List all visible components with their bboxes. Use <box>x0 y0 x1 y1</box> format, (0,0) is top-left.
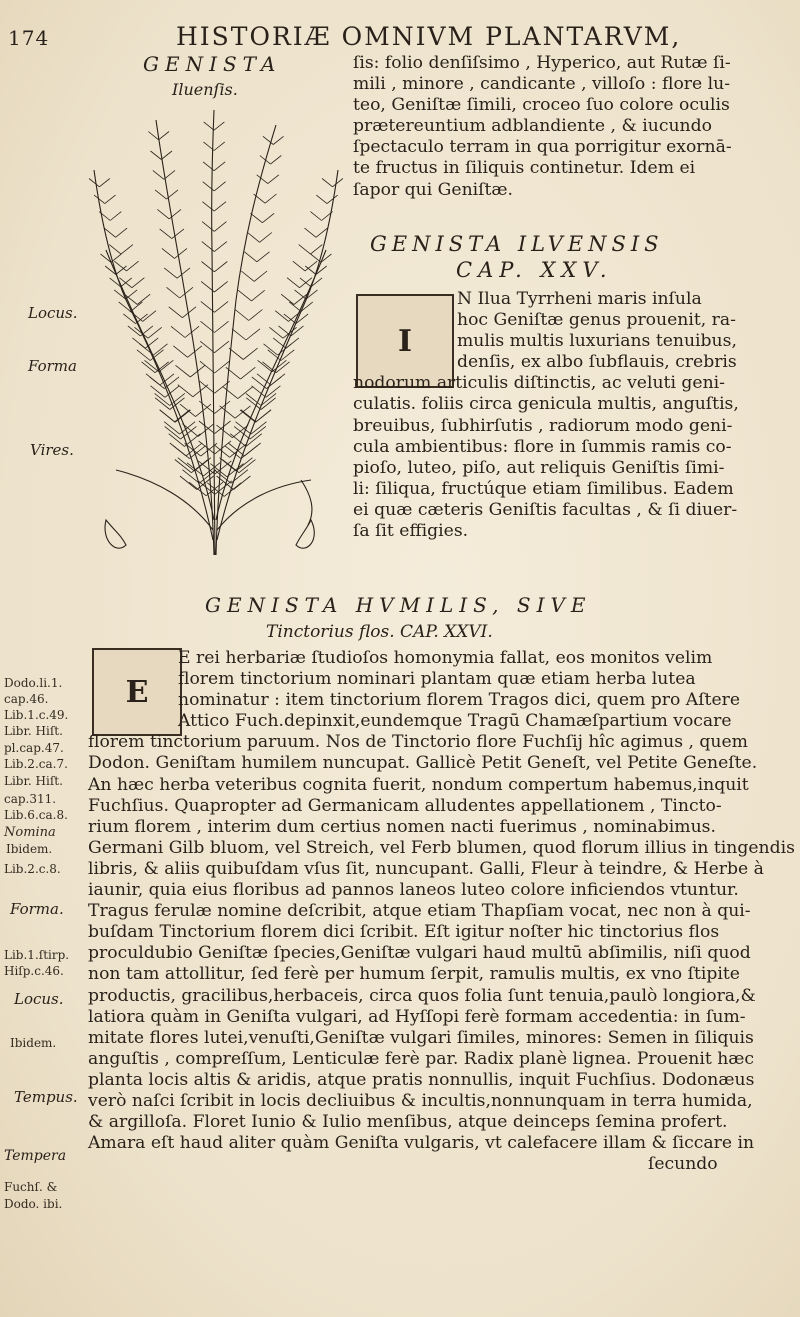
margin-note: Dodo. ibi. <box>4 1197 63 1211</box>
margin-note: cap.311. <box>4 792 57 806</box>
text-line: productis, gracilibus,herbaceis, circa quos folia ſunt tenuia,paulò longiora,& <box>88 985 756 1006</box>
margin-note: Nomina <box>4 825 56 840</box>
catchword: ſecundo <box>648 1154 718 1175</box>
chapter-26-body <box>88 648 795 1175</box>
text-line: nominatur : item tinctorium florem Tragos dici, quem pro Aſtere <box>178 690 741 711</box>
text-line: denſis, ex albo ſubflauis, crebris <box>457 352 737 373</box>
decorated-initial: E <box>92 648 182 736</box>
plant-illustration <box>86 100 346 560</box>
chapter-26-title: GENISTA HVMILIS, SIVE <box>205 593 592 617</box>
running-head: HISTORIÆ OMNIVM PLANTARVM, <box>176 22 682 51</box>
chapter-25-cap: CAP. XXV. <box>456 258 613 282</box>
text-line: Fuchſius. Quapropter ad Germanicam alludentes appellationem , Tincto- <box>88 795 722 816</box>
text-line: pioſo, luteo, piſo, aut reliquis Geniſtis ſimi- <box>353 457 725 478</box>
text-line: & argilloſa. Floret Iunio & Iulio menſibus, atque deinceps ſemina profert. <box>88 1112 728 1133</box>
text-line: buſdam Tinctorium florem dici ſcribit. Eſt igitur noſter hic tinctorius flos <box>88 922 720 943</box>
text-line: Attico Fuch.depinxit,eundemque Tragū Chamæſpartium vocare <box>178 711 732 732</box>
text-line: mulis multis luxurians tenuibus, <box>457 331 737 352</box>
text-line: Tragus ferulæ nomine deſcribit, atque etiam Thapſiam vocat, nec non à qui- <box>88 901 751 922</box>
margin-label: Tempera <box>4 1148 67 1164</box>
margin-note: Lib.1.ſtirp. <box>4 948 70 962</box>
margin-note: Hiſp.c.46. <box>4 964 64 978</box>
text-line: cula ambientibus: flore in ſummis ramis co- <box>353 436 732 457</box>
margin-label: Tempus. <box>14 1088 78 1106</box>
margin-note: cap.46. <box>4 692 49 706</box>
text-line: planta locis altis & aridis, atque pratis nonnullis, inquit Fuchſius. Dodonæus <box>88 1069 755 1090</box>
margin-label: Vires. <box>30 441 74 459</box>
text-line: An hæc herba veteribus cognita fuerit, nondum compertum habemus,inquit <box>88 774 749 795</box>
text-line: florem tinctorium nominari plantam quæ etiam herba lutea <box>178 669 696 690</box>
text-line: li: ſiliqua, fructúque etiam ſimilibus. Eadem <box>353 478 734 499</box>
intro-paragraph <box>353 53 732 201</box>
chapter-25-title: GENISTA ILVENSIS <box>370 232 664 256</box>
text-line: ſpectaculo terram in qua porrigitur exornā- <box>353 137 732 158</box>
text-line: culatis. foliis circa genicula multis, anguſtis, <box>353 394 739 415</box>
margin-note: Lib.2.ca.7. <box>4 757 68 771</box>
figure-caption-title: GENISTA <box>143 52 282 76</box>
text-line: prætereuntium adblandiente , & iucundo <box>353 116 712 137</box>
text-line: non tam attollitur, ſed ferè per humum ſerpit, ramulis multis, ex vno ſtipite <box>88 964 740 985</box>
page-number: 174 <box>8 26 50 50</box>
text-line: rium florem , interim dum certius nomen nacti fuerimus , nominabimus. <box>88 816 716 837</box>
text-line: iaunir, quia eius floribus ad pannos laneos luteo colore inficiendos vtuntur. <box>88 880 739 901</box>
text-line: N Ilua Tyrrheni maris inſula <box>457 289 702 309</box>
margin-note: Ibidem. <box>6 842 53 856</box>
text-line: florem tinctorium paruum. Nos de Tinctorio flore Fuchſij hîc agimus , quem <box>88 732 748 753</box>
margin-note: Ibidem. <box>10 1036 57 1050</box>
text-line: te fructus in ſiliquis continetur. Idem ei <box>353 158 696 179</box>
text-line: libris, & aliis quibuſdam vſus ſit, nuncupant. Galli, Fleur à teindre, & Herbe à <box>88 858 764 879</box>
margin-note: pl.cap.47. <box>4 741 64 755</box>
text-line: Dodon. Geniſtam humilem nuncupat. Gallicè Petit Geneſt, vel Petite Geneſte. <box>88 753 758 774</box>
margin-note: Lib.6.ca.8. <box>4 808 68 822</box>
margin-note: Libr. Hiſt. <box>4 724 63 738</box>
text-line: ſis: folio denſiſsimo , Hyperico, aut Rutæ ſi- <box>353 53 731 73</box>
chapter-26-subtitle: Tinctorius flos. CAP. XXVI. <box>266 622 493 642</box>
text-line: anguſtis , compreſſum, Lenticulæ ferè par. Radix planè lignea. Prouenit hæc <box>88 1048 755 1069</box>
figure-caption-sub: Iluenſis. <box>172 80 238 99</box>
text-line: verò naſci ſcribit in locis decliuibus & incultis,nonnunquam in terra humida, <box>88 1090 753 1111</box>
margin-label: Forma. <box>10 900 64 918</box>
text-line: mili , minore , candicante , villoſo : flore lu- <box>353 74 731 95</box>
margin-note: Lib.2.c.8. <box>4 862 61 876</box>
text-line: nodorum articulis diſtinctis, ac veluti geni- <box>353 373 725 394</box>
margin-note: Dodo.li.1. <box>4 676 63 690</box>
text-line: E rei herbariæ ſtudioſos homonymia fallat, eos monitos velim <box>178 648 713 668</box>
text-line: latiora quàm in Geniſta vulgari, ad Hyſſopi ferè formam accedentia: in ſum- <box>88 1006 746 1027</box>
text-line: ei quæ cæteris Geniſtis facultas , & ſi diuer- <box>353 499 738 520</box>
text-line: teo, Geniſtæ ſimili, croceo ſuo colore oculis <box>353 95 730 116</box>
margin-label: Locus. <box>14 990 64 1008</box>
margin-note: Libr. Hiſt. <box>4 774 63 788</box>
text-line: mitate flores lutei,venuſti,Geniſtæ vulgari ſimiles, minores: Semen in ſiliquis <box>88 1027 754 1048</box>
text-line: Germani Gilb bluom, vel Streich, vel Ferb blumen, quod florum illius in tingendis <box>88 837 795 858</box>
margin-label: Forma <box>28 357 77 375</box>
text-line: proculdubio Geniſtæ ſpecies,Geniſtæ vulgari haud multū abſimilis, niſi quod <box>88 943 751 964</box>
decorated-initial: I <box>356 294 454 388</box>
text-line: hoc Geniſtæ genus prouenit, ra- <box>457 310 736 331</box>
text-line: ſa ſit effigies. <box>353 521 469 542</box>
chapter-25-body <box>353 289 739 542</box>
margin-note: Lib.1.c.49. <box>4 708 69 722</box>
text-line: breuibus, ſubhirſutis , radiorum modo geni- <box>353 415 733 436</box>
text-line: ſapor qui Geniſtæ. <box>353 179 514 200</box>
margin-label: Locus. <box>28 304 78 322</box>
margin-note: Fuchſ. & <box>4 1180 58 1194</box>
text-line: Amara eſt haud aliter quàm Geniſta vulgaris, vt calefacere illam & ſiccare in <box>88 1133 755 1154</box>
